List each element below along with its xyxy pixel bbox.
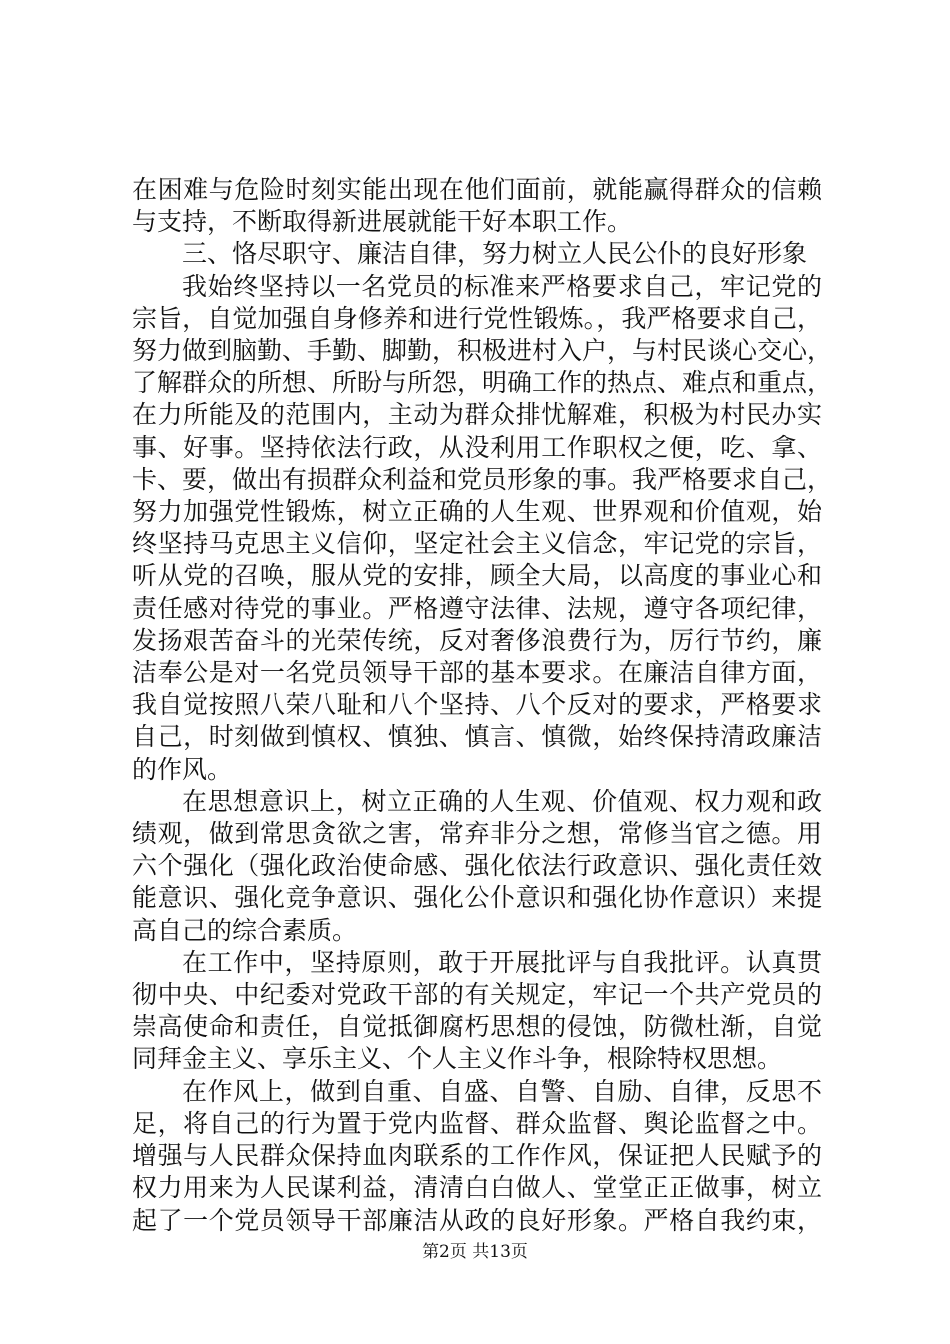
text-line: 在困难与危险时刻实能出现在他们面前，就能赢得群众的信赖	[132, 175, 822, 204]
text-line: 终坚持马克思主义信仰，坚定社会主义信念，牢记党的宗旨，	[132, 529, 822, 559]
paragraph-self-discipline	[132, 271, 833, 786]
text-line: 在思想意识上，树立正确的人生观、价值观、权力观和政	[182, 786, 822, 816]
text-line: 权力用来为人民谋利益，清清白白做人、堂堂正正做事，树立	[132, 1173, 822, 1203]
text-line: 发扬艰苦奋斗的光荣传统，反对奢侈浪费行为，厉行节约，廉	[132, 625, 822, 655]
text-line: 听从党的召唤，服从党的安排，顾全大局，以高度的事业心和	[132, 561, 822, 591]
heading-line: 三、恪尽职守、廉洁自律，努力树立人民公仆的良好形象	[182, 239, 808, 269]
paragraph-style	[132, 1076, 822, 1237]
paragraph-ideology	[132, 786, 822, 947]
text-line: 的作风。	[132, 754, 233, 784]
text-line: 努力加强党性锻炼，树立正确的人生观、世界观和价值观，始	[132, 497, 822, 527]
text-line: 宗旨，自觉加强自身修养和进行党性锻炼。，我严格要求自己，	[132, 303, 822, 333]
text-line: 在工作中，坚持原则，敢于开展批评与自我批评。认真贯	[182, 947, 822, 977]
text-line: 起了一个党员领导干部廉洁从政的良好形象。严格自我约束，	[132, 1205, 822, 1235]
text-line: 彻中央、中纪委对党政干部的有关规定，牢记一个共产党员的	[132, 980, 822, 1010]
text-line: 自己，时刻做到慎权、慎独、慎言、慎微，始终保持清政廉洁	[132, 722, 822, 752]
text-line: 绩观，做到常思贪欲之害，常弃非分之想，常修当官之德。用	[132, 819, 822, 849]
text-line: 在力所能及的范围内，主动为群众排忧解难，积极为村民办实	[132, 400, 822, 430]
text-line: 我始终坚持以一名党员的标准来严格要求自己，牢记党的	[182, 271, 822, 301]
paragraph-work	[132, 947, 822, 1076]
text-line: 同拜金主义、享乐主义、个人主义作斗争，根除特权思想。	[132, 1044, 783, 1074]
text-line: 高自己的综合素质。	[132, 915, 358, 945]
text-line: 能意识、强化竞争意识、强化公仆意识和强化协作意识）来提	[132, 883, 822, 913]
text-line: 卡、要，做出有损群众利益和党员形象的事。我严格要求自己，	[132, 464, 833, 494]
text-line: 足，将自己的行为置于党内监督、群众监督、舆论监督之中。	[132, 1108, 822, 1138]
document-body	[132, 174, 833, 1237]
paragraph-continuation	[132, 174, 822, 238]
text-line: 了解群众的所想、所盼与所怨，明确工作的热点、难点和重点，	[132, 368, 833, 398]
text-line: 事、好事。坚持依法行政，从没利用工作职权之便，吃、拿、	[132, 432, 822, 462]
text-line: 责任感对待党的事业。严格遵守法律、法规，遵守各项纪律，	[132, 593, 822, 623]
section-heading	[132, 238, 822, 270]
page-number-footer: 第2页 共13页	[422, 1242, 528, 1262]
text-line: 努力做到脑勤、手勤、脚勤，积极进村入户，与村民谈心交心，	[132, 336, 833, 366]
text-line: 洁奉公是对一名党员领导干部的基本要求。在廉洁自律方面，	[132, 658, 822, 688]
text-line: 崇高使命和责任，自觉抵御腐朽思想的侵蚀，防微杜渐，自觉	[132, 1012, 822, 1042]
text-line: 我自觉按照八荣八耻和八个坚持、八个反对的要求，严格要求	[132, 690, 822, 720]
text-line: 与支持，不断取得新进展就能干好本职工作。	[132, 207, 633, 237]
text-line: 增强与人民群众保持血肉联系的工作作风，保证把人民赋予的	[132, 1141, 822, 1171]
text-line: 在作风上，做到自重、自盛、自警、自励、自律，反思不	[182, 1076, 822, 1106]
text-line: 六个强化（强化政治使命感、强化依法行政意识、强化责任效	[132, 851, 822, 881]
